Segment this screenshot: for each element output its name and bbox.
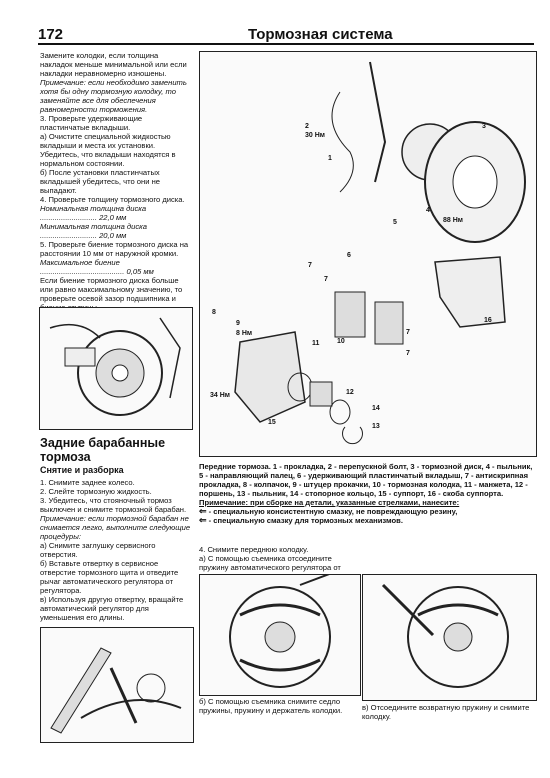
arrow-left-icon: ⇐ [199, 515, 207, 525]
label-16: 16 [484, 317, 492, 324]
label-torque-88: 88 Нм [443, 217, 463, 224]
paragraph: 5. Проверьте биение тормозного диска на расстоянии 10 мм от наружной кромки. [40, 240, 189, 258]
label-11: 11 [312, 340, 320, 347]
note-paragraph: Примечание: если необходимо заменить хотя бы одну тормозную колодку, то заменяйте все для обеспечения равномерности торможения. [40, 78, 187, 114]
section-title: Задние барабанные тормоза [40, 436, 166, 464]
label-torque-34: 34 Нм [210, 392, 230, 399]
figure-caption [199, 462, 535, 525]
drum-brake-adjuster-illustration [40, 627, 194, 743]
paragraph: 3. Убедитесь, что стояночный тормоз выключен и снимите тормозной барабан. [40, 496, 187, 514]
caption-note: Примечание: при сборке на детали, указанные стрелками, нанесите: [199, 498, 460, 507]
paragraph: а) Снимите заглушку сервисного отверстия. [40, 541, 156, 559]
figure-caption-b: б) С помощью съемника снимите седло пружины, пружину и держатель колодки. [199, 697, 343, 715]
paragraph: 1. Снимите заднее колесо. [40, 478, 135, 487]
legend-item [199, 516, 535, 525]
label-7: 7 [406, 350, 410, 357]
label-12: 12 [346, 389, 354, 396]
label-torque-30: 30 Нм [305, 132, 325, 139]
paragraph: в) Используя другую отвертку, вращайте автоматический регулятор для уменьшения его длины. [40, 595, 184, 622]
label-9: 9 [236, 320, 240, 327]
paragraph: б) После установки пластинчатых вкладышей убедитесь, что они не выпадают. [40, 168, 160, 195]
paragraph: б) Вставьте отвертку в сервисное отверстие тормозного щита и отведите рычаг автоматического регулятора от регулятора. [40, 559, 179, 595]
label-1: 1 [328, 155, 332, 162]
label-2: 2 [305, 123, 309, 130]
paragraph: Если биение тормозного диска больше или равно максимальному значению, то проверьте осевой зазор подшипника и [40, 276, 183, 303]
left-column-text-2 [40, 478, 192, 622]
label-6: 6 [347, 252, 351, 259]
label-7: 7 [406, 329, 410, 336]
label-7: 7 [324, 276, 328, 283]
label-4: 4 [426, 207, 430, 214]
step-heading: 4. Снимите переднюю колодку. [199, 545, 309, 554]
section-subtitle: Снятие и разборка [40, 465, 124, 475]
step-substep: а) С помощью съемника отсоедините пружину автоматического регулятора от [199, 554, 341, 572]
spec-line: Номинальная толщина диска ........................... 22,0 мм [40, 204, 147, 222]
paragraph: 2. Слейте тормозную жидкость. [40, 487, 152, 496]
label-10: 10 [337, 338, 345, 345]
spec-line: Минимальная толщина диска ........................... 20,0 мм [40, 222, 147, 240]
front-brake-exploded-diagram [199, 51, 537, 457]
header-rule [38, 43, 534, 45]
label-torque-8: 8 Нм [236, 330, 253, 337]
paragraph: 3. Проверьте удерживающие пластинчатые вкладыши. [40, 114, 143, 132]
legend-text: - специальную консистентную смазку, не повреждающую резину, [208, 507, 458, 516]
caption-text: Передние тормоза. 1 - прокладка, 2 - перепускной болт, 3 - тормозной диск, 4 - пыльник, 5 - направляющий палец, 6 - удерживающий пластинчатый вкладыш, 7 - антискрипная прокладка, 8 - колпачок, 9 - штуцер прокачки, 10 - тормозная колодка, 11 - манжета, 12 - поршень, 13 - пыльник, 14 - стопорное кольцо, 15 - суппорт, 16 - скоба суппорта. [199, 462, 533, 498]
legend-item [199, 507, 535, 516]
label-15: 15 [268, 419, 276, 426]
paragraph: Замените колодки, если толщина накладок меньше минимальной или если накладки неравномерно изношены. [40, 51, 187, 78]
paragraph: а) Очистите специальной жидкостью вкладыши и места их установки. Убедитесь, что вкладыши находятся в нормальном состоянии. [40, 132, 176, 168]
drum-brake-spring-removal-illustration [199, 574, 361, 696]
figure-caption-v: в) Отсоедините возвратную пружину и снимите колодку. [362, 703, 530, 721]
page-number: 172 [38, 26, 64, 43]
label-14: 14 [372, 405, 380, 412]
note-paragraph: Примечание: если тормозной барабан не снимается легко, выполните следующие процедуры: [40, 514, 191, 541]
paragraph: 4. Проверьте толщину тормозного диска. [40, 195, 185, 204]
label-13: 13 [372, 423, 380, 430]
label-3: 3 [482, 123, 486, 130]
spec-line: Максимальное биение ........................................ 0,05 мм [40, 258, 154, 276]
arrow-left-icon: ⇐ [199, 506, 207, 516]
page-title: Тормозная система [248, 26, 393, 43]
label-5: 5 [393, 219, 397, 226]
hub-runout-illustration [39, 307, 193, 430]
label-7: 7 [308, 262, 312, 269]
drum-brake-return-spring-illustration [362, 574, 537, 701]
label-8: 8 [212, 309, 216, 316]
legend-text: - специальную смазку для тормозных механизмов. [208, 516, 403, 525]
left-column-text [40, 51, 192, 312]
